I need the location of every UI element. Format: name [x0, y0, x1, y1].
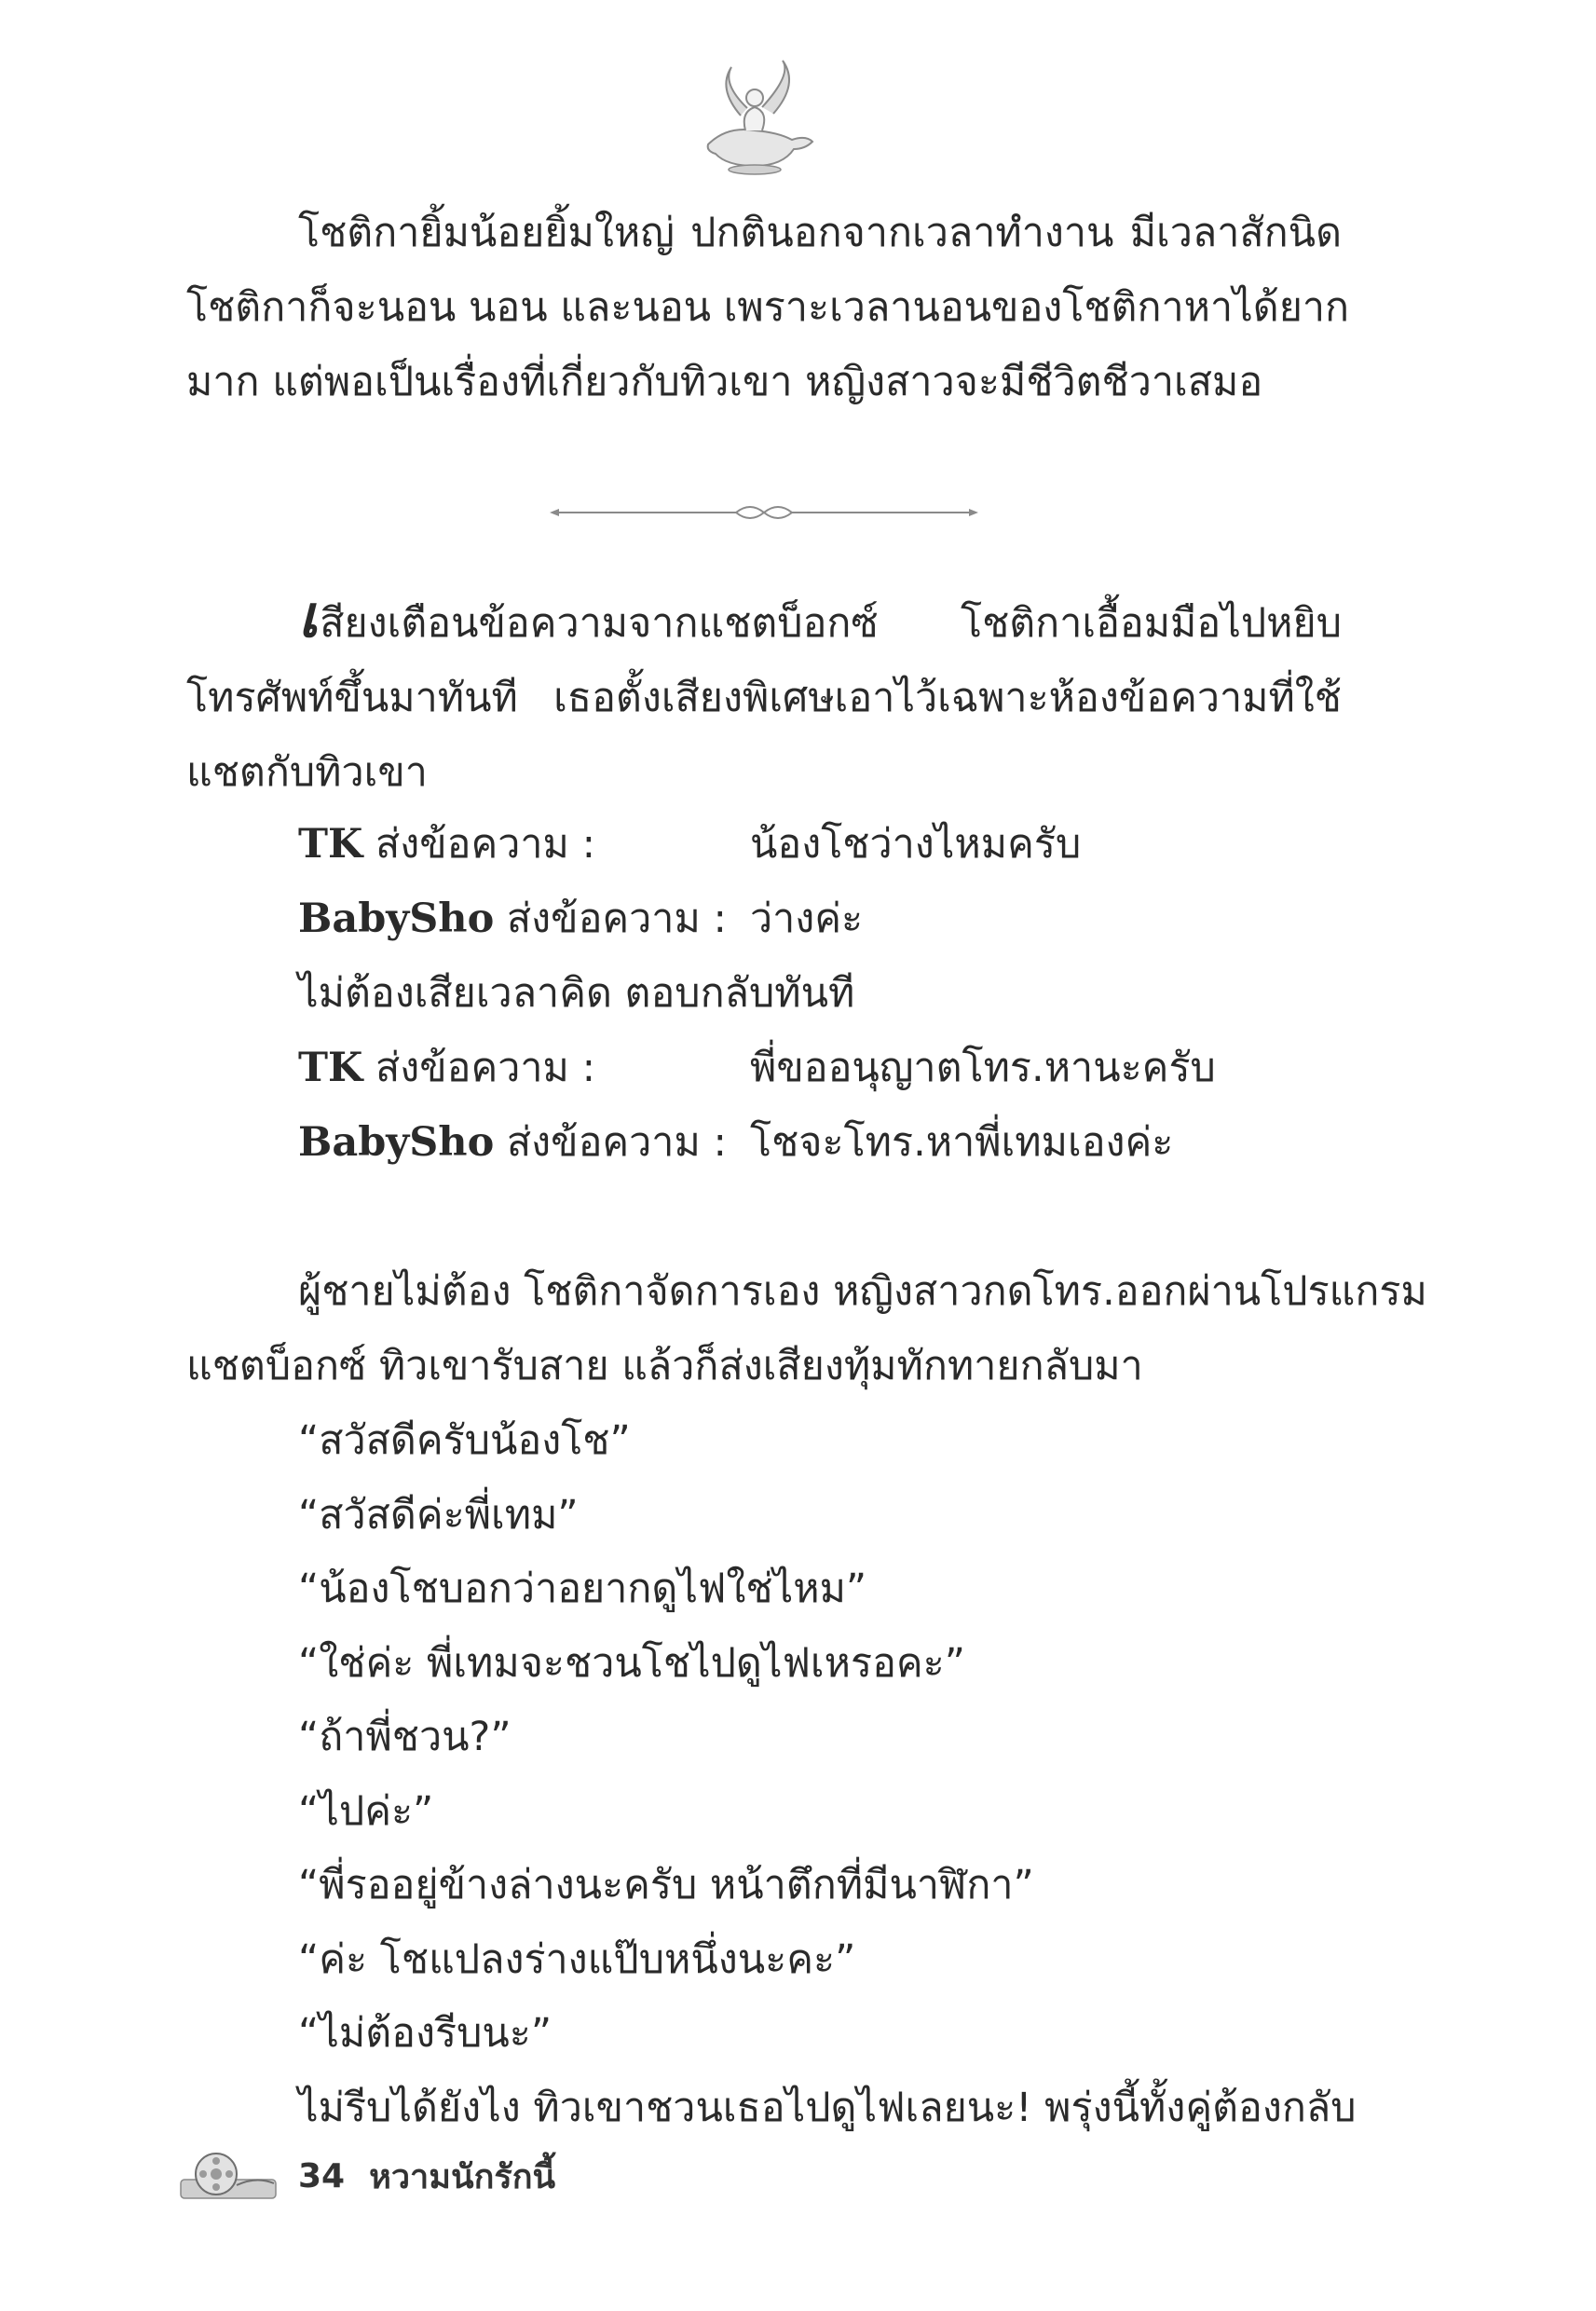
chat-sender: BabySho: [298, 896, 495, 942]
scroll-divider-icon: [550, 494, 978, 531]
chat-log: [298, 807, 1216, 1180]
dialogue-line: “ใช่ค่ะ พี่เทมจะชวนโชไปดูไฟเหรอคะ”: [298, 1639, 966, 1687]
chat-action: ส่งข้อความ :: [362, 821, 596, 868]
dialogue-line: “น้องโชบอกว่าอยากดูไฟใช่ไหม”: [298, 1566, 867, 1612]
paragraph-line: แชตกับทิวเขา: [186, 749, 428, 796]
dialogue-line: “สวัสดีครับน้องโช”: [298, 1417, 631, 1464]
dialogue-line: “ไปค่ะ”: [298, 1787, 434, 1835]
chat-action: ส่งข้อความ :: [362, 1045, 596, 1091]
chat-sender: BabySho: [298, 1119, 495, 1166]
dialogue-line: “สวัสดีค่ะพี่เทม”: [298, 1491, 579, 1538]
chat-narration: ไม่ต้องเสียเวลาคิด ตอบกลับทันที: [298, 970, 855, 1017]
page-number: 34: [298, 2156, 346, 2195]
dialogue: [298, 1404, 1357, 2145]
paragraph-line: แชตบ็อกซ์ ทิวเขารับสาย แล้วก็ส่งเสียงทุ้มทักทายกลับมา: [186, 1343, 1143, 1389]
paragraph-line: มาก แต่พอเป็นเรื่องที่เกี่ยวกับทิวเขา หญิงสาวจะมีชีวิตชีวาเสมอ: [186, 359, 1263, 405]
chat-message: โชจะโทร.หาพี่เทมเองค่ะ: [750, 1119, 1174, 1166]
dialogue-line: ไม่รีบได้ยังไง ทิวเขาชวนเธอไปดูไฟเลยนะ! พรุ่งนี้ทั้งคู่ต้องกลับ: [298, 2084, 1357, 2131]
chat-message: ว่างค่ะ: [750, 896, 864, 942]
chat-message-row: [298, 882, 1216, 956]
chat-message-row: [298, 1105, 1216, 1180]
chat-sender: TK: [298, 821, 363, 868]
film-reel-ornament-icon: [177, 2148, 280, 2204]
paragraph-2: [186, 580, 1342, 810]
paragraph-line-text: สียงเตือนข้อความจากแชตบ็อกซ์ โชติกาเอื้อมมือไปหยิบ: [320, 600, 1342, 647]
dialogue-line: “ค่ะ โชแปลงร่างแป๊บหนึ่งนะคะ”: [298, 1935, 856, 1983]
book-title: หวามนักรักนี้: [369, 2157, 556, 2196]
page-footer: [177, 2148, 555, 2204]
chat-message: น้องโชว่างไหมครับ: [750, 821, 1082, 868]
paragraph-line: ผู้ชายไม่ต้อง โชติกาจัดการเอง หญิงสาวกดโทร.ออกผ่านโปรแกรม: [298, 1268, 1427, 1315]
dialogue-line: “พี่รออยู่ข้างล่างนะครับ หน้าตึกที่มีนาฬิกา”: [298, 1862, 1034, 1908]
paragraph-line: [186, 580, 1342, 661]
dialogue-line: “ไม่ต้องรีบนะ”: [298, 2010, 552, 2057]
drop-cap: เ: [298, 582, 319, 650]
paragraph-line: โชติกายิ้มน้อยยิ้มใหญ่ ปกตินอกจากเวลาทำงาน มีเวลาสักนิด: [298, 210, 1342, 256]
chat-message-row: [298, 1031, 1216, 1105]
chat-action: ส่งข้อความ :: [494, 896, 727, 942]
dialogue-line: “ถ้าพี่ชวน?”: [298, 1714, 512, 1760]
paragraph-3: [186, 1254, 1427, 1403]
chat-sender: TK: [298, 1045, 363, 1091]
paragraph-1: [186, 196, 1350, 419]
cupid-teapot-ornament-icon: [689, 56, 820, 177]
paragraph-line: โทรศัพท์ขึ้นมาทันที เธอตั้งเสียงพิเศษเอาไว้เฉพาะห้องข้อความที่ใช้: [186, 675, 1342, 721]
paragraph-line: โชติกาก็จะนอน นอน และนอน เพราะเวลานอนของโชติกาหาได้ยาก: [186, 284, 1350, 331]
chat-message: พี่ขออนุญาตโทร.หานะครับ: [750, 1045, 1216, 1091]
chat-action: ส่งข้อความ :: [494, 1119, 727, 1166]
chat-message-row: [298, 807, 1216, 882]
